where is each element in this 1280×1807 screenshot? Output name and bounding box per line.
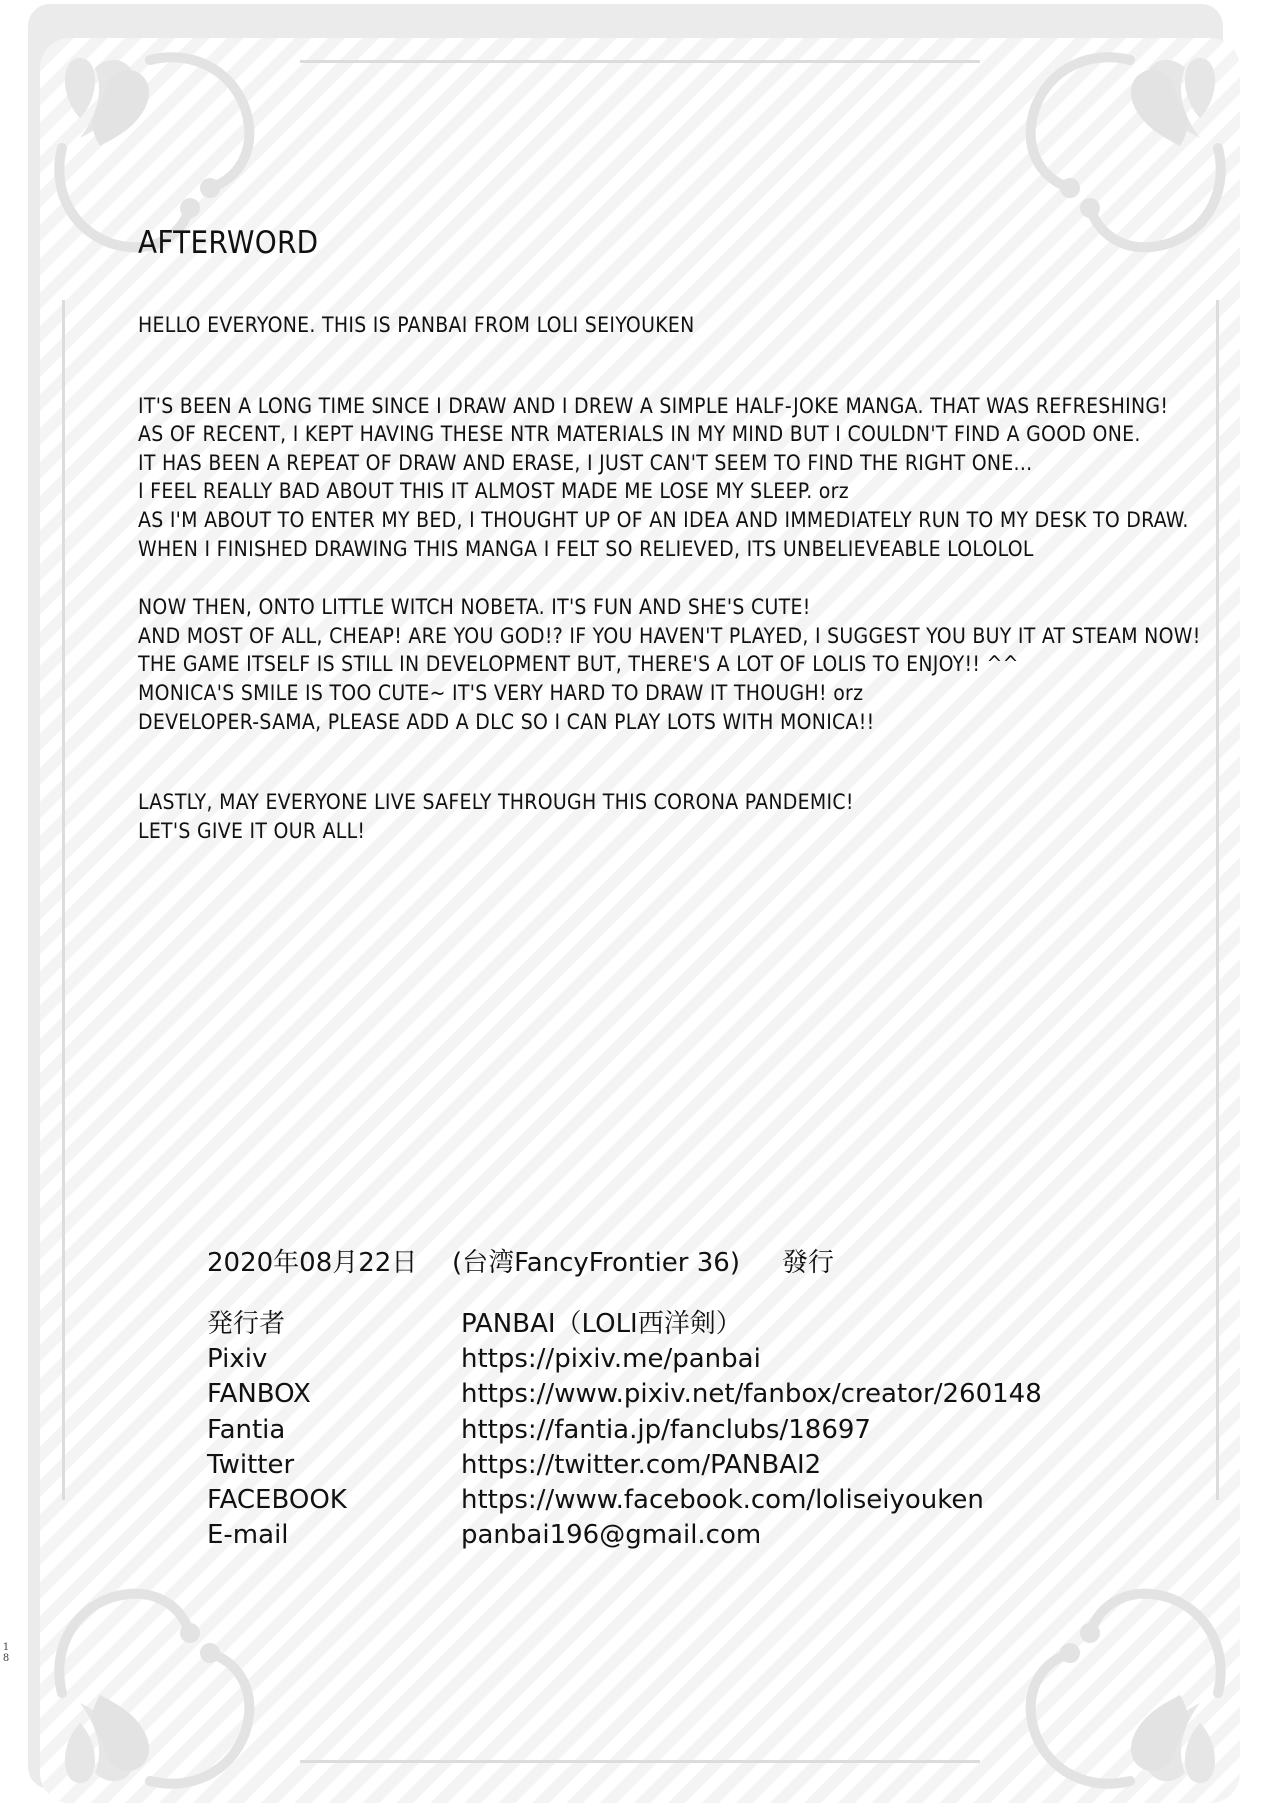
- afterword-title: AFTERWORD: [138, 225, 319, 261]
- page-number: [2, 1642, 10, 1664]
- info-row-fanbox: [207, 1377, 1042, 1412]
- afterword-line: AS I'M ABOUT TO ENTER MY BED, I THOUGHT UP OF AN IDEA AND IMMEDIATELY RUN TO MY DESK TO DRAW.: [138, 507, 1189, 532]
- issued-label: 發行: [782, 1248, 835, 1278]
- publisher-info-table: [207, 1307, 1042, 1553]
- afterword-line: MONICA'S SMILE IS TOO CUTE~ IT'S VERY HARD TO DRAW IT THOUGH! orz: [138, 680, 864, 705]
- afterword-paragraph-2: [138, 392, 1189, 564]
- info-key: E-mail: [207, 1520, 289, 1551]
- info-row-publisher: [207, 1307, 1042, 1342]
- afterword-line: LET'S GIVE IT OUR ALL!: [138, 818, 366, 843]
- info-key: Fantia: [207, 1414, 286, 1445]
- afterword-line: THE GAME ITSELF IS STILL IN DEVELOPMENT BUT, THERE'S A LOT OF LOLIS TO ENJOY!! ^^: [138, 652, 1019, 677]
- pixiv-link[interactable]: https://pixiv.me/panbai: [461, 1344, 761, 1375]
- afterword-line: I FEEL REALLY BAD ABOUT THIS IT ALMOST MADE ME LOSE MY SLEEP. orz: [138, 479, 849, 504]
- email-link[interactable]: panbai196@gmail.com: [461, 1520, 762, 1551]
- info-row-pixiv: [207, 1342, 1042, 1377]
- frame-edge-left: [62, 300, 65, 1500]
- info-value: PANBAI（LOLI西洋剣）: [461, 1309, 742, 1339]
- fanbox-link[interactable]: https://www.pixiv.net/fanbox/creator/260148: [461, 1379, 1042, 1410]
- info-key: 発行者: [207, 1309, 286, 1339]
- afterword-paragraph-1: [138, 311, 1138, 340]
- frame-edge-right: [1216, 300, 1219, 1500]
- info-row-email: [207, 1518, 1042, 1553]
- afterword-section: [138, 225, 1201, 845]
- info-row-facebook: [207, 1483, 1042, 1518]
- info-row-fantia: [207, 1413, 1042, 1448]
- info-key: Twitter: [207, 1449, 295, 1480]
- colophon: [207, 1242, 1042, 1553]
- afterword-line: NOW THEN, ONTO LITTLE WITCH NOBETA. IT'S FUN AND SHE'S CUTE!: [138, 595, 811, 620]
- afterword-line: LASTLY, MAY EVERYONE LIVE SAFELY THROUGH THIS CORONA PANDEMIC!: [138, 790, 854, 815]
- afterword-line: AS OF RECENT, I KEPT HAVING THESE NTR MATERIALS IN MY MIND BUT I COULDN'T FIND A GOOD ONE.: [138, 422, 1141, 447]
- frame-edge-top: [300, 60, 980, 63]
- orz-emote: orz: [833, 680, 864, 705]
- afterword-line: IT HAS BEEN A REPEAT OF DRAW AND ERASE, I JUST CAN'T SEEM TO FIND THE RIGHT ONE...: [138, 450, 1033, 475]
- heart-ornament-icon: [40, 1543, 300, 1803]
- info-key: Pixiv: [207, 1344, 268, 1375]
- orz-emote: orz: [818, 479, 849, 504]
- afterword-line: HELLO EVERYONE. THIS IS PANBAI FROM LOLI SEIYOUKEN: [138, 313, 695, 337]
- publication-line: [207, 1242, 1042, 1279]
- fantia-link[interactable]: https://fantia.jp/fanclubs/18697: [461, 1414, 871, 1445]
- afterword-paragraph-4: [138, 788, 1138, 845]
- frame-edge-bottom: [300, 1760, 980, 1763]
- info-row-twitter: [207, 1448, 1042, 1483]
- afterword-line: AND MOST OF ALL, CHEAP! ARE YOU GOD!? IF YOU HAVEN'T PLAYED, I SUGGEST YOU BUY IT AT STEAM NOW!: [138, 623, 1201, 648]
- afterword-line: WHEN I FINISHED DRAWING THIS MANGA I FELT SO RELIEVED, ITS UNBELIEVEABLE LOLOLOL: [138, 536, 1034, 561]
- page-number-digit: 8: [2, 1653, 10, 1664]
- info-key: FANBOX: [207, 1379, 311, 1410]
- twitter-link[interactable]: https://twitter.com/PANBAI2: [461, 1449, 822, 1480]
- publication-date: 2020年08月22日: [207, 1248, 418, 1278]
- facebook-link[interactable]: https://www.facebook.com/loliseiyouken: [461, 1484, 984, 1515]
- afterword-line: DEVELOPER-SAMA, PLEASE ADD A DLC SO I CAN PLAY LOTS WITH MONICA!!: [138, 709, 875, 734]
- afterword-line: IT'S BEEN A LONG TIME SINCE I DRAW AND I DREW A SIMPLE HALF-JOKE MANGA. THAT WAS REFRESHING!: [138, 393, 1169, 418]
- page-number-digit: 1: [2, 1642, 10, 1653]
- heart-ornament-icon: [980, 1543, 1240, 1803]
- afterword-paragraph-3: [138, 593, 1201, 736]
- info-key: FACEBOOK: [207, 1484, 347, 1515]
- event-name: (台湾FancyFrontier 36): [452, 1248, 740, 1278]
